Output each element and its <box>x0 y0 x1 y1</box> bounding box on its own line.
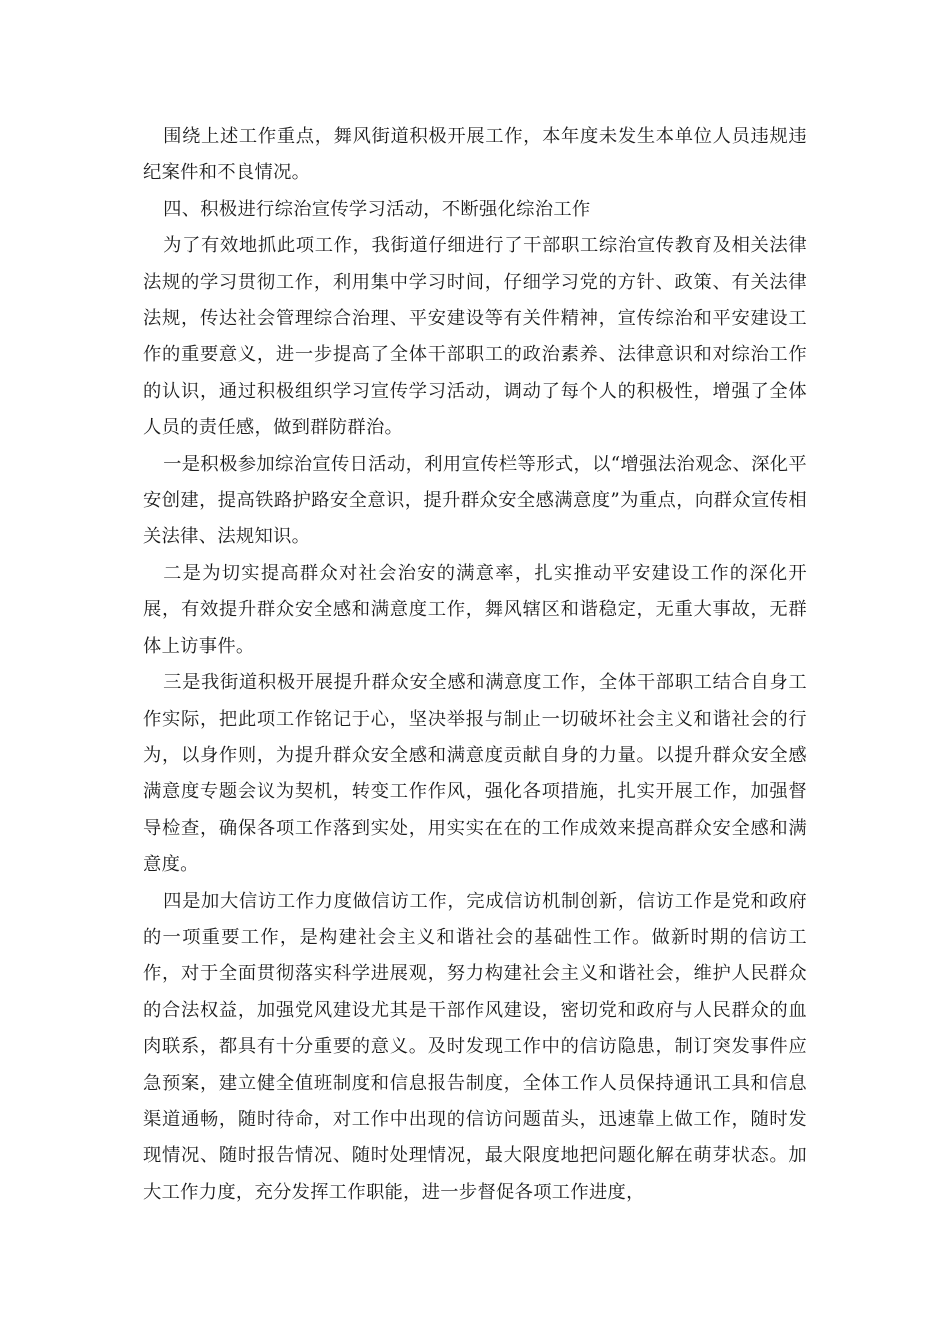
paragraph-point-two: 二是为切实提高群众对社会治安的满意率，扎实推动平安建设工作的深化开展，有效提升群众安全感和满意度工作，舞风辖区和谐稳定，无重大事故，无群体上访事件。 <box>143 562 807 657</box>
paragraph-point-three: 三是我街道积极开展提升群众安全感和满意度工作，全体干部职工结合自身工作实际，把此项工作铭记于心，坚决举报与制止一切破坏社会主义和谐社会的行为，以身作则，为提升群众安全感和满意度贡献自身的力量。以提升群众安全感满意度专题会议为契机，转变工作作风，强化各项措施，扎实开展工作，加强督导检查，确保各项工作落到实处，用实实在在的工作成效来提高群众安全感和满意度。 <box>143 672 807 876</box>
paragraph-point-one: 一是积极参加综治宣传日活动，利用宣传栏等形式，以“增强法治观念、深化平安创建，提高铁路护路安全意识，提升群众安全感满意度”为重点，向群众宣传相关法律、法规知识。 <box>143 453 807 548</box>
paragraph-intro-summary: 围绕上述工作重点，舞风街道积极开展工作，本年度未发生本单位人员违规违纪案件和不良情况。 <box>143 126 807 184</box>
paragraph-point-four: 四是加大信访工作力度做信访工作，完成信访机制创新，信访工作是党和政府的一项重要工作，是构建社会主义和谐社会的基础性工作。做新时期的信访工作，对于全面贯彻落实科学进展观，努力构建社会主义和谐社会，维护人民群众的合法权益，加强党风建设尤其是干部作风建设，密切党和政府与人民群众的血肉联系，都具有十分重要的意义。及时发现工作中的信访隐患，制订突发事件应急预案，建立健全值班制度和信息报告制度，全体工作人员保持通讯工具和信息渠道通畅，随时待命，对工作中出现的信访问题苗头，迅速靠上做工作，随时发现情况、随时报告情况、随时处理情况，最大限度地把问题化解在萌芽状态。加大工作力度，充分发挥工作职能，进一步督促各项工作进度， <box>143 890 807 1203</box>
section-heading-four: 四、积极进行综治宣传学习活动，不断强化综治工作 <box>163 198 591 220</box>
paragraph-study-activities: 为了有效地抓此项工作，我街道仔细进行了干部职工综治宣传教育及相关法律法规的学习贯彻工作，利用集中学习时间，仔细学习党的方针、政策、有关法律法规，传达社会管理综合治理、平安建设等有关件精神，宣传综治和平安建设工作的重要意义，进一步提高了全体干部职工的政治素养、法律意识和对综治工作的认识，通过积极组织学习宣传学习活动，调动了每个人的积极性，增强了全体人员的责任感，做到群防群治。 <box>143 235 807 439</box>
document-body <box>143 119 807 1211</box>
